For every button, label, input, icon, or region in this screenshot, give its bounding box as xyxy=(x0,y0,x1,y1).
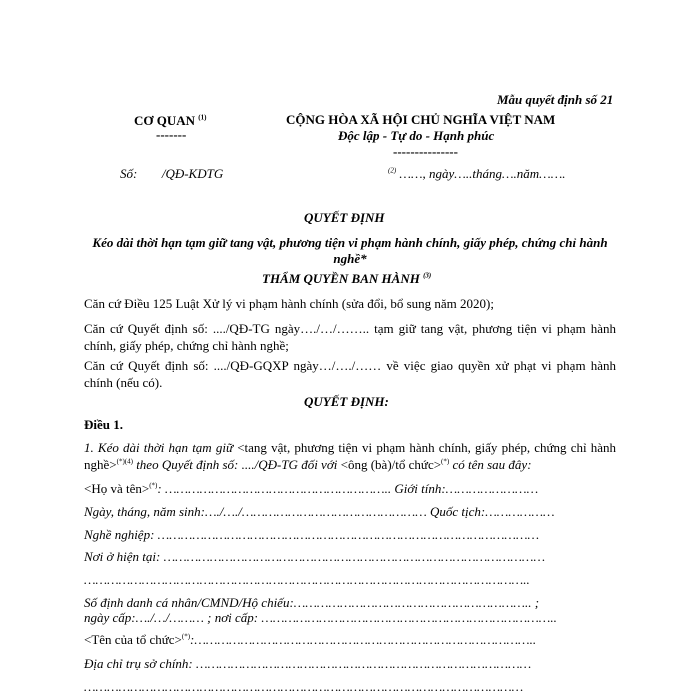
clause-tail: có tên sau đây: xyxy=(449,457,532,472)
field-occupation: Nghề nghiệp: ……………………………………………………………………………………… xyxy=(84,527,540,542)
field-headquarters-continued: …………………………………………………………………………………………………… xyxy=(84,679,524,694)
clause-ref: theo Quyết định số: ..../QĐ-TG đối với xyxy=(132,457,341,472)
clause-items-note: (*)(4) xyxy=(116,457,133,466)
name-label: <Họ và tên> xyxy=(84,481,150,496)
date-text: ……, ngày…..tháng….năm……. xyxy=(399,166,566,181)
decision-subject: Kéo dài thời hạn tạm giữ tang vật, phương tiện vi phạm hành chính, giấy phép, chứng chỉ hành nghề* xyxy=(92,235,608,266)
basis-seizure-decision: Căn cứ Quyết định số: ..../QĐ-TG ngày…./…/…….. tạm giữ tang vật, phương tiện vi phạm hành chính, giấy phép, chứng chỉ hành nghề; xyxy=(84,321,616,353)
date-line xyxy=(388,166,566,182)
motto-underline: --------------- xyxy=(393,144,458,159)
field-date-of-birth: Ngày, tháng, năm sinh:…./…./………………………………………… Quốc tịch:……………… xyxy=(84,504,555,519)
number-label: Số: xyxy=(120,166,138,181)
name-rest: : ………………………………………………….. Giới tính:…………………… xyxy=(157,481,539,496)
basis-law: Căn cứ Điều 125 Luật Xử lý vi phạm hành chính (sửa đổi, bổ sung năm 2020); xyxy=(84,296,494,311)
field-residence: Nơi ở hiện tại: ……………………………………………………………………………………… xyxy=(84,549,546,564)
field-organization xyxy=(84,632,536,648)
authority-text: THẨM QUYỀN BAN HÀNH xyxy=(262,271,420,286)
org-note: (*) xyxy=(181,632,191,641)
article-1-heading: Điều 1. xyxy=(84,417,123,432)
issuing-authority xyxy=(262,271,431,287)
field-full-name xyxy=(84,481,538,497)
clause-subject-note: (*) xyxy=(441,457,450,466)
agency-dashes: ------- xyxy=(156,127,187,142)
org-label: <Tên của tổ chức> xyxy=(84,632,182,647)
field-id-issue: ngày cấp:…./…/……… ; nơi cấp: ………………………………………………………………….. xyxy=(84,610,557,625)
decision-title: QUYẾT ĐỊNH xyxy=(304,210,385,225)
clause-extend: 1. Kéo dài thời hạn tạm giữ xyxy=(84,440,234,455)
clause-items: <tang vật, phương tiện vi phạm hành chính, giấy phép, chứng chỉ hành nghề> xyxy=(84,440,617,472)
field-headquarters: Địa chỉ trụ sở chính: …………………………………………………………………………… xyxy=(84,656,532,671)
field-id-number: Số định danh cá nhân/CMND/Hộ chiếu:…………………………………………………….. ; xyxy=(84,595,540,610)
article-1-clause-1 xyxy=(84,439,616,473)
field-residence-continued: …………………………………………………………………………………………………….. xyxy=(84,572,530,587)
name-note: (*) xyxy=(149,481,158,490)
number-code: /QĐ-KDTG xyxy=(161,166,224,181)
nation-title: CỘNG HÒA XÃ HỘI CHỦ NGHĨA VIỆT NAM xyxy=(286,112,556,127)
nation-motto: Độc lập - Tự do - Hạnh phúc xyxy=(338,128,495,143)
basis-delegation-decision: Căn cứ Quyết định số: ..../QĐ-GQXP ngày…/…./…… về việc giao quyền xử phạt vi phạm hành chính (nếu có). xyxy=(84,358,616,390)
decides-heading: QUYẾT ĐỊNH: xyxy=(304,394,389,409)
clause-subject: <ông (bà)/tổ chức> xyxy=(340,457,442,472)
date-note: (2) xyxy=(388,166,397,175)
agency-note: (1) xyxy=(198,113,207,122)
form-number-label: Mẫu quyết định số 21 xyxy=(497,92,614,107)
org-rest: :…………………………………………………………………………….. xyxy=(190,632,537,647)
authority-note: (3) xyxy=(423,271,432,280)
agency-name-text: CƠ QUAN xyxy=(134,113,196,128)
document-number xyxy=(120,166,223,182)
